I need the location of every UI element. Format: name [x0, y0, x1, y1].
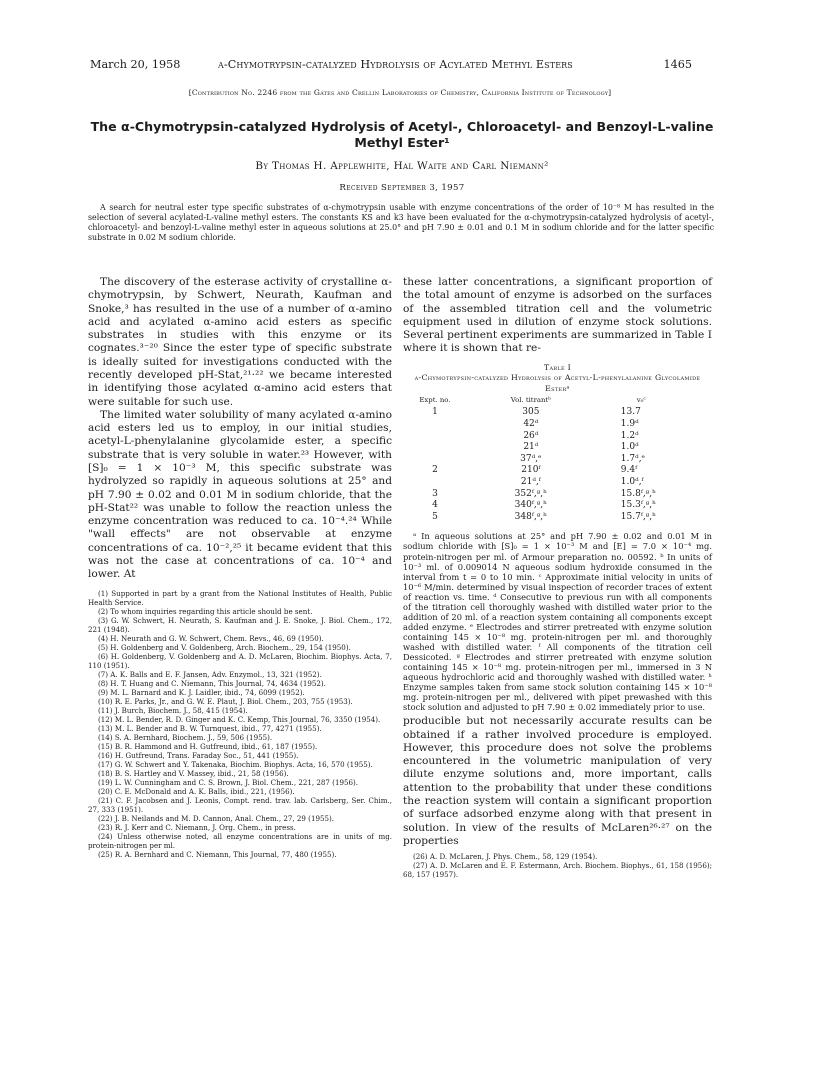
- table-row: [403, 512, 712, 524]
- cell-expt: 3: [432, 488, 438, 499]
- footnote: (9) M. L. Barnard and K. J. Laidler, ibid., 74, 6099 (1952).: [98, 688, 305, 698]
- table-caption: [403, 363, 712, 395]
- footnote: (12) M. L. Bender, R. D. Ginger and K. C. Kemp, This Journal, 76, 3350 (1954).: [98, 715, 381, 725]
- header-velocity: v₀ᶜ: [636, 396, 646, 405]
- body-text-right-top: these latter concentrations, a significant proportion of the total amount of enzyme is adsorbed on the surfaces of the assembled titration cell and the volumetric equipment used in dilution of enzyme stock solutions. Several pertinent experiments are summarized in Table I where it is shown that re-: [403, 276, 712, 355]
- table-row: [403, 442, 712, 454]
- abstract: A search for neutral ester type specific substrates of α-chymotrypsin usable with enzyme concentrations of the order of 10⁻⁸ M has resulted in the selection of several acylated-L-valine methyl esters. The constants KS and k3 have been evaluated for the α-chymotrypsin-catalyzed hydrolysis of acetyl-, chloroacetyl- and benzoyl-L-valine methyl ester in aqueous solutions at 25.0° and pH 7.90 ± 0.01 and 0.1 M in sodium chloride and for the latter specific substrate in 0.02 M sodium chloride.: [88, 203, 714, 243]
- footnote: (2) To whom inquiries regarding this article should be sent.: [98, 607, 313, 617]
- body-text-right-bottom: producible but not necessarily accurate results can be obtained if a rather involved procedure is employed. However, this procedure does not solve the problems encountered in the volumetric manipulation of very dilute enzyme solutions and, more important, calls attention to the probability that under these conditions the reaction system will contain a significant proportion of surface adsorbed enzyme along with that present in solution. In view of the results of McLaren²⁶·²⁷ on the properties: [403, 715, 712, 847]
- footnote: (15) B. R. Hammond and H. Gutfreund, ibid., 61, 187 (1955).: [98, 742, 318, 752]
- cell-vol: 21ᵈ: [523, 442, 539, 453]
- body-paragraph: The discovery of the esterase activity of crystalline α-chymotrypsin, by Schwert, Neurath, Kaufman and Snoke,³ has resulted in the use of a number of α-amino acid and acylated α-amino acid esters as specific substrates in studies with this enzyme or its cognates.³⁻²⁰ Since the ester type of specific substrate is ideally suited for investigations conducted with the recently developed pH-Stat,²¹·²² we became interested in identifying those acylated α-amino acid esters that were suitable for such use.: [88, 276, 392, 408]
- table-row: [403, 489, 712, 501]
- table-row: [403, 407, 712, 419]
- footnote: (16) H. Gutfreund, Trans. Faraday Soc., 51, 441 (1955).: [98, 751, 299, 761]
- footnote: (22) J. B. Neilands and M. D. Cannon, Anal. Chem., 27, 29 (1955).: [98, 814, 335, 824]
- table-title: α-Chymotrypsin-catalyzed Hydrolysis of Acetyl-L-phenylalanine Glycolamide Esterᵃ: [414, 373, 701, 393]
- footnote: (11) J. Burch, Biochem. J., 58, 415 (1954).: [98, 706, 248, 716]
- cell-expt: 5: [432, 511, 438, 522]
- cell-vol: 340ᶠ,ᵍ,ʰ: [514, 500, 548, 511]
- footnote: (4) H. Neurath and G. W. Schwert, Chem. Revs., 46, 69 (1950).: [98, 634, 324, 644]
- footnote: (20) C. E. McDonald and A. K. Balls, ibid., 221, (1956).: [98, 787, 295, 797]
- footnote: (26) A. D. McLaren, J. Phys. Chem., 58, 129 (1954).: [413, 852, 598, 862]
- footnote: (18) B. S. Hartley and V. Massey, ibid., 21, 58 (1956).: [98, 769, 289, 779]
- right-column: [403, 276, 712, 879]
- table-row: [403, 465, 712, 477]
- cell-velocity: 1.7ᵈ,ᵉ: [620, 453, 646, 464]
- cell-velocity: 15.3ᶠ,ᵍ,ʰ: [620, 500, 657, 511]
- table-footnotes: ᵃ In aqueous solutions at 25° and pH 7.90 ± 0.02 and 0.01 M in sodium chloride with [S]₀ = 1 × 10⁻³ M and [E] = 7.0 × 10⁻⁴ mg. protein-nitrogen per ml. of Armour preparation no. 00592. ᵇ In units of 10⁻³ ml. of 0.009014 N aqueous sodium hydroxide consumed in the interval from t = 0 to 10 min. ᶜ Approximate initial velocity in units of 10⁻⁶ M/min. determined by visual inspection of recorder traces of extent of reaction vs. time. ᵈ Consecutive to previous run with all components of the titration cell thoroughly washed with distilled water prior to the addition of 20 ml. of a reaction system containing all components except added enzyme. ᵉ Electrodes and stirrer pretreated with enzyme solution containing 145 × 10⁻⁸ mg. protein-nitrogen per ml. and thoroughly washed with distilled water. ᶠ All components of the titration cell Dessicoted. ᵍ Electrodes and stirrer pretreated with enzyme solution containing 145 × 10⁻⁸ mg. protein-nitrogen per ml., immersed in 3 N aqueous hydrochloric acid and thoroughly washed with distilled water. ʰ Enzyme samples taken from same stock solution containing 145 × 10⁻⁸ mg. protein-nitrogen per ml., delivered with pipet prewashed with this stock solution and adjusted to pH 7.90 ± 0.02 immediately prior to use.: [403, 531, 712, 713]
- footnote: (5) H. Goldenberg and V. Goldenberg, Arch. Biochem., 29, 154 (1950).: [98, 643, 351, 653]
- cell-vol: 37ᵈ,ᵉ: [520, 453, 542, 464]
- footnote: (25) R. A. Bernhard and C. Niemann, This Journal, 77, 480 (1955).: [98, 850, 337, 860]
- running-head-title: α-Chymotrypsin-catalyzed Hydrolysis of Acylated Methyl Esters: [218, 58, 573, 71]
- cell-expt: [403, 431, 467, 443]
- table-row: [403, 500, 712, 512]
- table-row: [403, 431, 712, 443]
- footnote: (10) R. E. Parks, Jr., and G. W. E. Plaut, J. Biol. Chem., 203, 755 (1953).: [98, 697, 353, 707]
- cell-expt: 2: [432, 465, 438, 476]
- footnote: (19) L. W. Cunningham and C. S. Brown, J. Biol. Chem., 221, 287 (1956).: [98, 778, 359, 788]
- footnote: (21) C. F. Jacobsen and J. Leonis, Compt. rend. trav. lab. Carlsberg, Ser. Chim., 27, 333 (1951).: [88, 796, 392, 815]
- footnote: (3) G. W. Schwert, H. Neurath, S. Kaufman and J. E. Snoke, J. Biol. Chem., 172, 221 (1948).: [88, 616, 392, 635]
- running-head-date: March 20, 1958: [90, 58, 181, 71]
- footnotes-right: [403, 852, 712, 879]
- header-vol: Vol. titrantᵇ: [510, 396, 551, 405]
- body-text-left: [88, 276, 392, 581]
- running-head: [90, 58, 692, 74]
- cell-velocity: 15.8ᶠ,ᵍ,ʰ: [620, 488, 657, 499]
- cell-vol: 352ᶠ,ᵍ,ʰ: [514, 488, 548, 499]
- cell-expt: [403, 454, 467, 466]
- cell-velocity: 1.0ᵈ: [620, 442, 639, 453]
- contribution-note: [Contribution No. 2246 from the Gates and Crellin Laboratories of Chemistry, California Institute of Technology]: [188, 88, 612, 97]
- cell-vol: 348ᶠ,ᵍ,ʰ: [514, 511, 548, 522]
- cell-expt: [403, 419, 467, 431]
- page-number: 1465: [663, 58, 692, 71]
- cell-velocity: 13.7: [620, 407, 641, 418]
- cell-velocity: 9.4ᶠ: [620, 465, 638, 476]
- cell-expt: [403, 442, 467, 454]
- cell-velocity: 1.9ᵈ: [620, 419, 639, 430]
- cell-vol: 21ᵈ,ᶠ: [520, 477, 541, 488]
- article-authors: By Thomas H. Applewhite, Hal Waite and Carl Niemann²: [255, 160, 549, 172]
- table-row: [403, 419, 712, 431]
- article-title: The α-Chymotrypsin-catalyzed Hydrolysis of Acetyl-, Chloroacetyl- and Benzoyl-L-valine Methyl Ester¹: [90, 119, 714, 150]
- cell-velocity: 1.0ᵈ,ᶠ: [620, 477, 644, 488]
- cell-expt: 4: [432, 500, 438, 511]
- cell-vol: 26ᵈ: [523, 430, 539, 441]
- footnote: (27) A. D. McLaren and E. F. Estermann, Arch. Biochem. Biophys., 61, 158 (1956); 68, 157 (1957).: [403, 861, 712, 880]
- header-expt: Expt. no.: [419, 396, 451, 405]
- footnote: (24) Unless otherwise noted, all enzyme concentrations are in units of mg. protein-nitrogen per ml.: [88, 832, 392, 851]
- footnote: (17) G. W. Schwert and Y. Takenaka, Biochim. Biophys. Acta, 16, 570 (1955).: [98, 760, 373, 770]
- cell-vol: 305: [522, 407, 540, 418]
- table-row: [403, 454, 712, 466]
- table-row: [403, 477, 712, 489]
- footnote: (8) H. T. Huang and C. Niemann, This Journal, 74, 4634 (1952).: [98, 679, 326, 689]
- cell-vol: 42ᵈ: [523, 419, 539, 430]
- cell-expt: [403, 477, 467, 489]
- cell-vol: 210ᶠ: [521, 465, 541, 476]
- footnote: (14) S. A. Bernhard, Biochem. J., 59, 506 (1955).: [98, 733, 273, 743]
- body-paragraph: The limited water solubility of many acylated α-amino acid esters led us to employ, in our initial studies, acetyl-L-phenylalanine glycolamide ester, a specific substrate that is very soluble in water.²³ However, with [S]₀ = 1 × 10⁻³ M, this specific substrate was hydrolyzed so rapidly in aqueous solutions at 25° and pH 7.90 ± 0.02 and 0.01 M in sodium chloride, that the pH-Stat²² was unable to follow the reaction unless the enzyme concentration was reduced to ca. 10⁻⁴.²⁴ While "wall effects" are not observable at enzyme concentrations of ca. 10⁻²,²⁵ it became evident that this was not the case at concentrations of ca. 10⁻⁴ and lower. At: [88, 408, 392, 581]
- table-label: Table I: [543, 362, 572, 372]
- footnote: (6) H. Goldenberg, V. Goldenberg and A. D. McLaren, Biochim. Biophys. Acta, 7, 110 (1951).: [88, 652, 392, 671]
- cell-expt: 1: [432, 407, 438, 418]
- cell-velocity: 1.2ᵈ: [620, 430, 639, 441]
- footnote: (1) Supported in part by a grant from the National Institutes of Health, Public Health Service.: [88, 589, 392, 608]
- left-column: [88, 276, 392, 859]
- footnote: (23) R. J. Kerr and C. Niemann, J. Org. Chem., in press.: [98, 823, 296, 833]
- footnotes-left: [88, 589, 392, 859]
- data-table: [403, 396, 712, 523]
- footnote: (13) M. L. Bender and B. W. Turnquest, ibid., 77, 4271 (1955).: [98, 724, 322, 734]
- table-header-row: [403, 396, 712, 407]
- footnote: (7) A. K. Balls and E. F. Jansen, Adv. Enzymol., 13, 321 (1952).: [98, 670, 322, 680]
- received-date: Received September 3, 1957: [339, 183, 465, 193]
- cell-velocity: 15.7ᶠ,ᵍ,ʰ: [620, 511, 657, 522]
